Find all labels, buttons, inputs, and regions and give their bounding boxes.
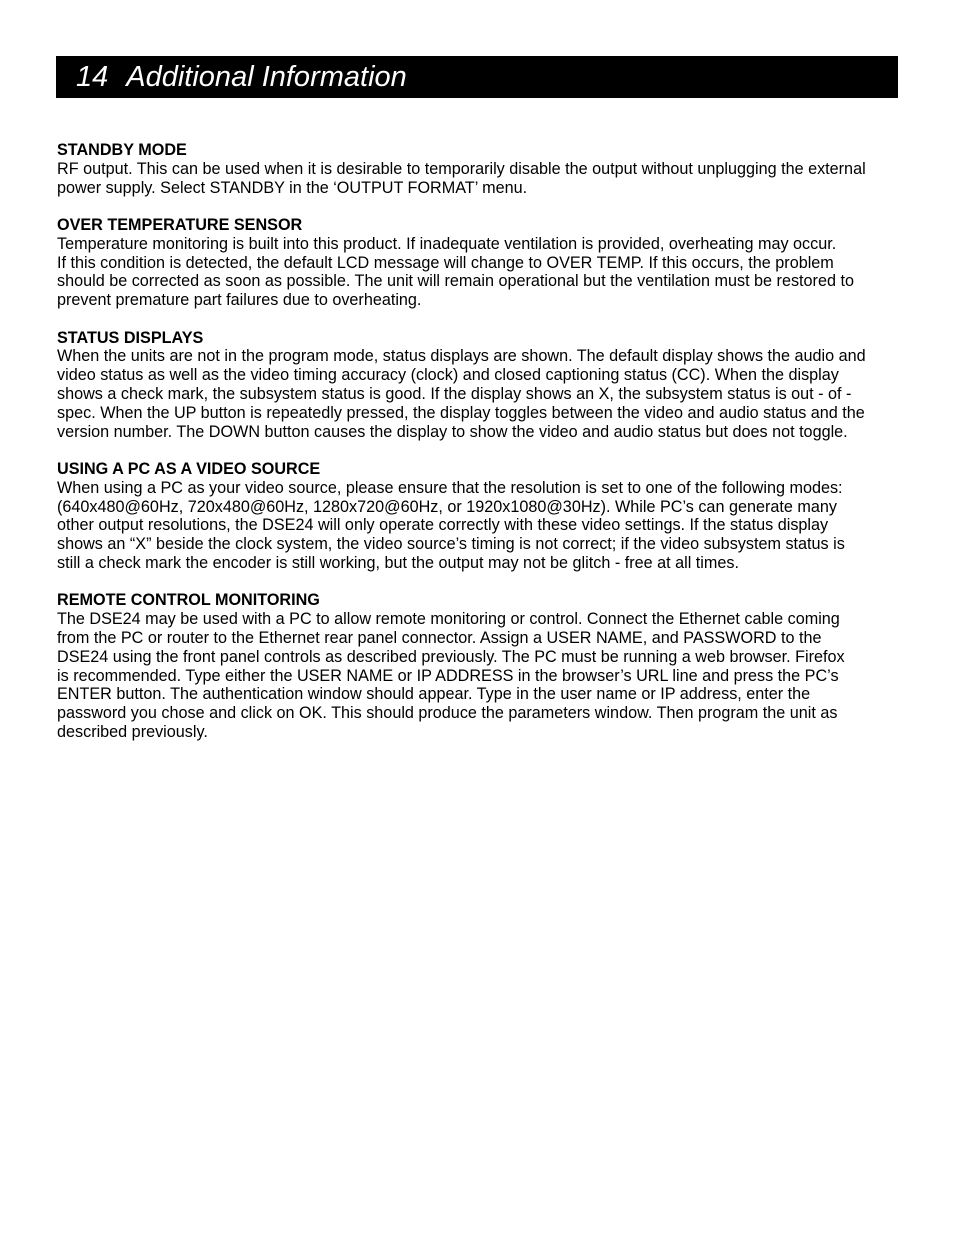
paragraph-line: power supply. Select STANDBY in the ‘OUTPUT FORMAT’ menu. <box>57 178 528 197</box>
section-heading: STANDBY MODE <box>57 141 187 159</box>
paragraph-line: version number. The DOWN button causes the display to show the video and audio status but does not toggle. <box>57 422 848 441</box>
paragraph-line: is recommended. Type either the USER NAME or IP ADDRESS in the browser’s URL line and press the PC’s <box>57 666 839 685</box>
paragraph-line: password you chose and click on OK. This should produce the parameters window. Then program the unit as <box>57 704 838 723</box>
section-using-pc-as-video-source <box>57 460 899 573</box>
paragraph-line: should be corrected as soon as possible. The unit will remain operational but the ventilation must be restored to <box>57 272 854 291</box>
paragraph-line: When using a PC as your video source, please ensure that the resolution is set to one of the following modes: <box>57 478 843 497</box>
section-remote-control-monitoring <box>57 591 899 741</box>
paragraph-line: (640x480@60Hz, 720x480@60Hz, 1280x720@60Hz, or 1920x1080@30Hz). While PC’s can generate many <box>57 497 837 516</box>
paragraph-line: shows a check mark, the subsystem status is good. If the display shows an X, the subsystem status is out - of - <box>57 384 852 403</box>
page-header-bar <box>56 56 898 98</box>
paragraph-line: still a check mark the encoder is still working, but the output may not be glitch - free at all times. <box>57 553 739 572</box>
paragraph-line: prevent premature part failures due to overheating. <box>57 291 422 310</box>
paragraph-line: RF output. This can be used when it is desirable to temporarily disable the output without unplugging the external <box>57 159 866 178</box>
paragraph-line: video status as well as the video timing accuracy (clock) and closed captioning status (CC). When the display <box>57 366 839 385</box>
paragraph-line: DSE24 using the front panel controls as described previously. The PC must be running a web browser. Firefox <box>57 647 845 666</box>
page-title: Additional Information <box>126 61 407 93</box>
section-heading: USING A PC AS A VIDEO SOURCE <box>57 459 321 478</box>
paragraph-line: spec. When the UP button is repeatedly pressed, the display toggles between the video and audio status and the <box>57 403 865 422</box>
paragraph-line: ENTER button. The authentication window should appear. Type in the user name or IP address, enter the <box>57 685 811 704</box>
paragraph-line: shows an “X” beside the clock system, the video source’s timing is not correct; if the video subsystem status is <box>57 535 845 554</box>
section-heading: OVER TEMPERATURE SENSOR <box>57 215 303 234</box>
page-number: 14 <box>76 61 109 93</box>
paragraph-line: from the PC or router to the Ethernet rear panel connector. Assign a USER NAME, and PASSWORD to the <box>57 628 822 647</box>
paragraph-line: If this condition is detected, the default LCD message will change to OVER TEMP. If this occurs, the problem <box>57 253 834 272</box>
section-over-temperature-sensor <box>57 216 899 310</box>
section-heading: STATUS DISPLAYS <box>57 328 204 347</box>
document-body <box>57 141 899 760</box>
paragraph-line: Temperature monitoring is built into this product. If inadequate ventilation is provided, overheating may occur. <box>57 234 837 253</box>
paragraph-line: described previously. <box>57 722 208 741</box>
paragraph-line: When the units are not in the program mode, status displays are shown. The default display shows the audio and <box>57 347 866 366</box>
paragraph-line: other output resolutions, the DSE24 will only operate correctly with these video settings. If the status display <box>57 516 829 535</box>
section-status-displays <box>57 329 899 442</box>
section-standby-mode <box>57 141 899 197</box>
section-heading: REMOTE CONTROL MONITORING <box>57 591 320 610</box>
paragraph-line: The DSE24 may be used with a PC to allow remote monitoring or control. Connect the Ethernet cable coming <box>57 610 840 629</box>
